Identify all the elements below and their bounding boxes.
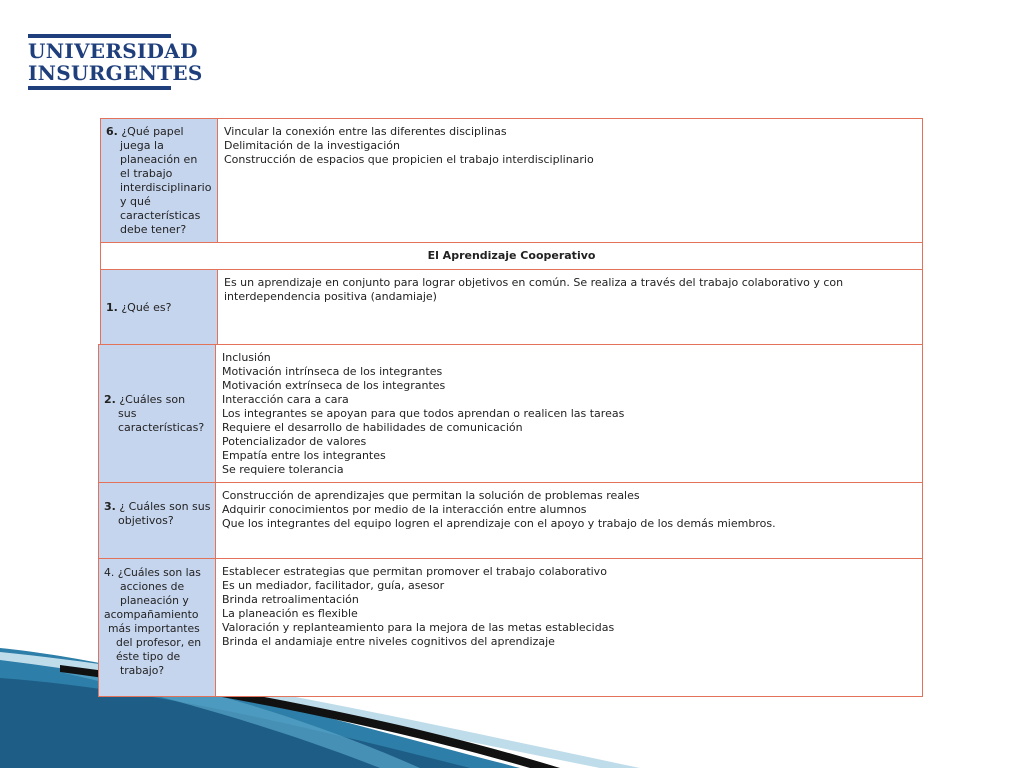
question-line: planeación en: [120, 153, 198, 166]
answer-cell-2: [215, 344, 923, 483]
university-logo: [28, 34, 203, 90]
question-number: 6.: [106, 125, 118, 138]
question-line: y qué: [120, 195, 151, 208]
answer-line: Es un aprendizaje en conjunto para lograr objetivos en común. Se realiza a través del trabajo colaborativo y con: [224, 276, 844, 289]
question-line: ¿Cuáles son las: [117, 566, 201, 579]
section-heading: El Aprendizaje Cooperativo: [100, 242, 923, 270]
answer-line: Empatía entre los integrantes: [222, 449, 386, 462]
question-cell-4: [98, 558, 216, 697]
answer-cell-1: [217, 269, 923, 345]
answer-line: Los integrantes se apoyan para que todos aprendan o realicen las tareas: [222, 407, 625, 420]
answer-line: Interacción cara a cara: [222, 393, 349, 406]
question-line: ¿ Cuáles son sus: [119, 500, 211, 513]
answer-line: Brinda el andamiaje entre niveles cognitivos del aprendizaje: [222, 635, 555, 648]
question-line: sus: [118, 407, 137, 420]
question-cell-6: [100, 118, 218, 243]
question-number: 4.: [104, 566, 115, 579]
question-number: 3.: [104, 500, 116, 513]
question-line: acompañamiento: [104, 608, 199, 621]
question-line: características?: [118, 421, 205, 434]
answer-line: Construcción de espacios que propicien el trabajo interdisciplinario: [224, 153, 594, 166]
question-line: más importantes: [108, 622, 200, 635]
question-cell-1: [100, 269, 218, 345]
answer-line: interdependencia positiva (andamiaje): [224, 290, 437, 303]
answer-line: Que los integrantes del equipo logren el aprendizaje con el apoyo y trabajo de los demás miembros.: [222, 517, 776, 530]
answer-line: Es un mediador, facilitador, guía, asesor: [222, 579, 445, 592]
question-line: ¿Cuáles son: [119, 393, 186, 406]
question-number: 1.: [106, 301, 118, 314]
answer-cell-4: [215, 558, 923, 697]
answer-line: Inclusión: [222, 351, 271, 364]
answer-line: La planeación es flexible: [222, 607, 358, 620]
answer-line: Motivación extrínseca de los integrantes: [222, 379, 446, 392]
answer-line: Motivación intrínseca de los integrantes: [222, 365, 443, 378]
question-line: acciones de: [120, 580, 185, 593]
answer-line: Vincular la conexión entre las diferentes disciplinas: [224, 125, 507, 138]
answer-line: Requiere el desarrollo de habilidades de comunicación: [222, 421, 523, 434]
logo-line-1: UNIVERSIDAD: [28, 39, 198, 63]
answer-line: Construcción de aprendizajes que permitan la solución de problemas reales: [222, 489, 640, 502]
question-line: juega la: [120, 139, 164, 152]
question-line: interdisciplinario: [120, 181, 212, 194]
question-cell-3: [98, 482, 216, 559]
question-cell-2: [98, 344, 216, 483]
answer-cell-6: [217, 118, 923, 243]
question-line: planeación y: [120, 594, 189, 607]
question-line: del profesor, en: [116, 636, 202, 649]
question-line: debe tener?: [120, 223, 187, 236]
answer-line: Adquirir conocimientos por medio de la interacción entre alumnos: [222, 503, 587, 516]
question-line: éste tipo de: [116, 650, 181, 663]
question-line: trabajo?: [120, 664, 165, 677]
answer-line: Brinda retroalimentación: [222, 593, 359, 606]
question-number: 2.: [104, 393, 116, 406]
question-line: ¿Qué papel: [121, 125, 184, 138]
question-line: ¿Qué es?: [121, 301, 172, 314]
answer-line: Valoración y replanteamiento para la mejora de las metas establecidas: [222, 621, 615, 634]
logo-bar: [28, 34, 171, 38]
logo-bar: [28, 86, 171, 90]
answer-line: Establecer estrategias que permitan promover el trabajo colaborativo: [222, 565, 607, 578]
question-line: características: [120, 209, 201, 222]
answer-cell-3: [215, 482, 923, 559]
logo-line-2: INSURGENTES: [28, 61, 203, 85]
answer-line: Potencializador de valores: [222, 435, 367, 448]
answer-line: Delimitación de la investigación: [224, 139, 400, 152]
answer-line: Se requiere tolerancia: [222, 463, 344, 476]
question-line: el trabajo: [120, 167, 173, 180]
question-line: objetivos?: [118, 514, 174, 527]
